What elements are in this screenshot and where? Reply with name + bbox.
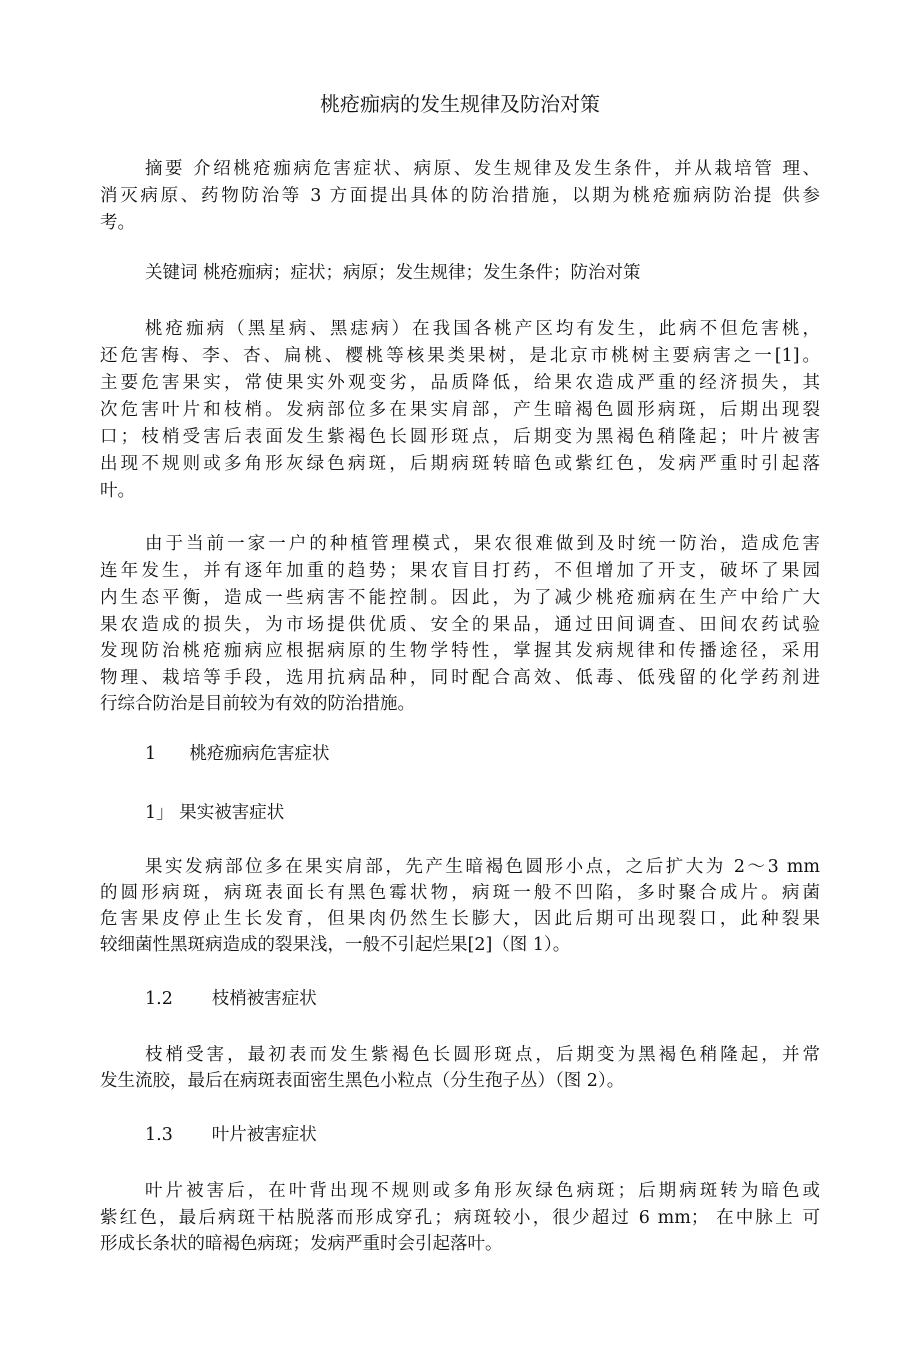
abstract-paragraph-line: 摘要 介绍桃疮痂病危害症状、病原、发生规律及发生条件，并从栽培管 理、	[145, 159, 820, 179]
background-paragraph-line: 连年发生，并有逐年加重的趋势；果农盲目打药，不但增加了开支，破坏了果园	[100, 561, 820, 581]
twig-paragraph-line: 发生流胶，最后在病斑表面密生黑色小粒点（分生孢子丛）（图 2）。	[100, 1071, 625, 1091]
intro-paragraph-line: 还危害梅、李、杏、扁桃、樱桃等核果类果树，是北京市桃树主要病害之一[1]。	[100, 346, 820, 366]
leaf-paragraph-line: 紫红色，最后病斑干枯脱落而形成穿孔；病斑较小，很少超过 6 mm； 在中脉上 可	[100, 1208, 820, 1228]
keywords-paragraph-line: 关键词 桃疮痂病；症状；病原；发生规律；发生条件；防治对策	[145, 263, 641, 283]
background-paragraph-line: 行综合防治是目前较为有效的防治措施。	[100, 694, 415, 714]
intro-paragraph-line: 次危害叶片和枝梢。发病部位多在果实肩部，产生暗褐色圆形病斑，后期出现裂	[100, 400, 820, 420]
abstract-paragraph-line: 考。	[100, 213, 135, 233]
section-heading: 1.3 叶片被害症状	[145, 1125, 317, 1145]
section-heading: 1 桃疮痂病危害症状	[145, 744, 330, 764]
intro-paragraph-line: 叶。	[100, 481, 135, 501]
fruit-paragraph-line: 果实发病部位多在果实肩部，先产生暗褐色圆形小点，之后扩大为 2～3 mm	[145, 857, 820, 877]
section-heading: 1」 果实被害症状	[145, 803, 285, 823]
fruit-paragraph-line: 的圆形病斑，病斑表面长有黑色霉状物，病斑一般不凹陷，多时聚合成片。病菌	[100, 883, 820, 903]
leaf-paragraph-line: 叶片被害后，在叶背出现不规则或多角形灰绿色病斑；后期病斑转为暗色或	[145, 1181, 820, 1201]
intro-paragraph-line: 口；枝梢受害后表面发生紫褐色长圆形斑点，后期变为黑褐色稍隆起；叶片被害	[100, 427, 820, 447]
leaf-paragraph-line: 形成长条状的暗褐色病斑；发病严重时会引起落叶。	[100, 1234, 503, 1254]
background-paragraph-line: 物理、栽培等手段，选用抗病品种，同时配合高效、低毒、低残留的化学药剂进	[100, 668, 820, 688]
background-paragraph-line: 由于当前一家一户的种植管理模式，果农很难做到及时统一防治，造成危害	[145, 534, 820, 554]
intro-paragraph-line: 主要危害果实，常使果实外观变劣，品质降低，给果农造成严重的经济损失，其	[100, 373, 820, 393]
document-title: 桃疮痂病的发生规律及防治对策	[320, 92, 600, 116]
twig-paragraph-line: 枝梢受害，最初表而发生紫褐色长圆形斑点，后期变为黑褐色稍隆起，并常	[145, 1045, 820, 1065]
background-paragraph-line: 内生态平衡，造成一些病害不能控制。因此，为了减少桃疮痂病在生产中给广大	[100, 588, 820, 608]
background-paragraph-line: 发现防治桃疮痂病应根据病原的生物学特性，掌握其发病规律和传播途径，采用	[100, 641, 820, 661]
fruit-paragraph-line: 较细菌性黑斑病造成的裂果浅，一般不引起烂果[2]（图 1）。	[100, 935, 571, 955]
intro-paragraph-line: 出现不规则或多角形灰绿色病斑，后期病斑转暗色或紫红色，发病严重时引起落	[100, 454, 820, 474]
background-paragraph-line: 果农造成的损失，为市场提供优质、安全的果品，通过田间调查、田间农药试验	[100, 615, 820, 635]
intro-paragraph-line: 桃疮痂病（黑星病、黑痣病）在我国各桃产区均有发生，此病不但危害桃，	[145, 319, 820, 339]
section-heading: 1.2 枝梢被害症状	[145, 989, 317, 1009]
fruit-paragraph-line: 危害果皮停止生长发育，但果肉仍然生长膨大，因此后期可出现裂口，此种裂果	[100, 909, 820, 929]
abstract-paragraph-line: 消灭病原、药物防治等 3 方面提出具体的防治措施，以期为桃疮痂病防治提 供参	[100, 186, 820, 206]
